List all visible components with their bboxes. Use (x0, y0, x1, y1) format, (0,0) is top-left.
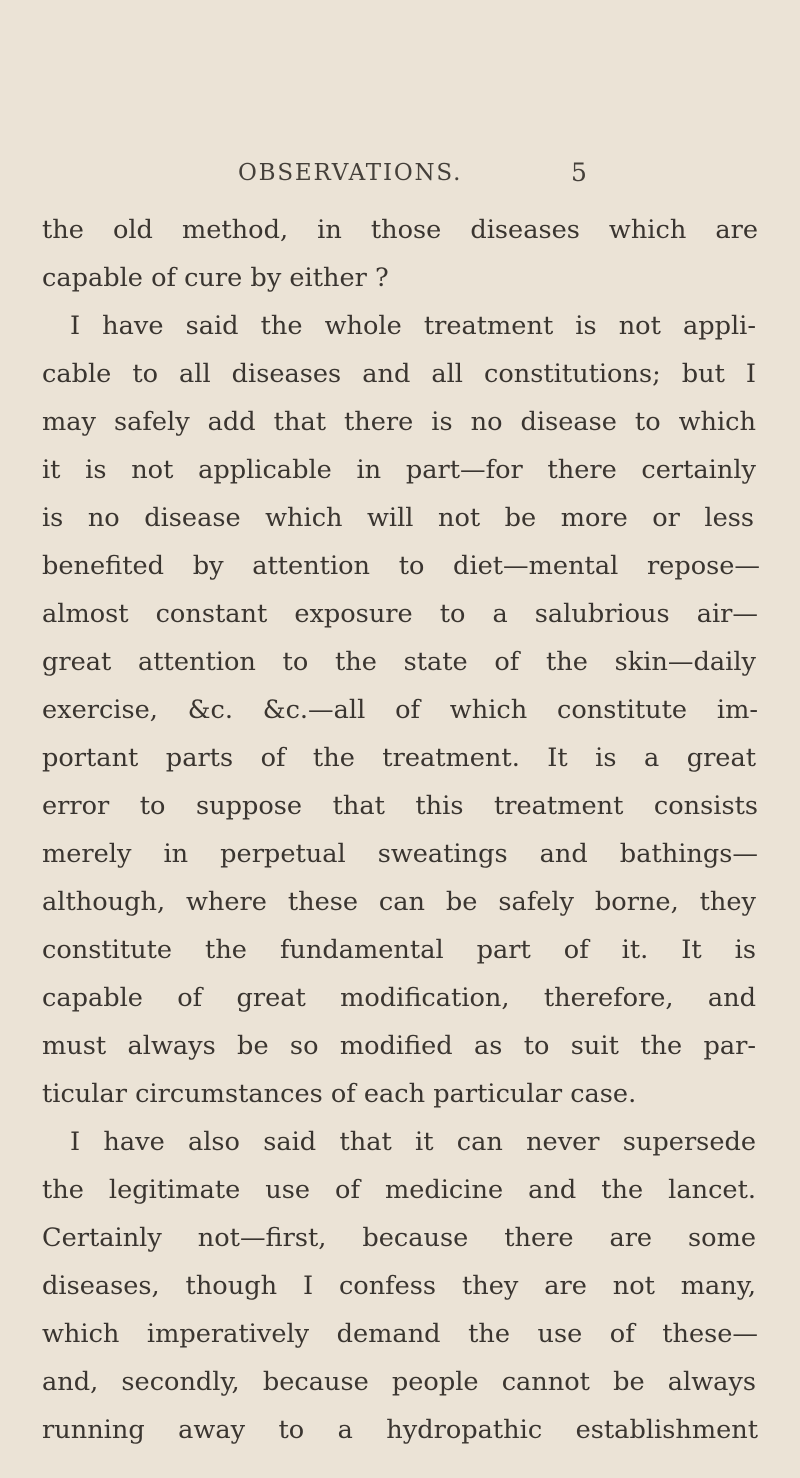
text-line: almost constant exposure to a salubrious air— (42, 599, 758, 629)
running-head: OBSERVATIONS. (238, 160, 463, 186)
text-line: capable of great modification, therefore, and (42, 983, 756, 1013)
text-line: Certainly not—first, because there are some (42, 1223, 756, 1253)
text-line: great attention to the state of the skin—daily (42, 647, 756, 677)
text-line: is no disease which will not be more or less (42, 503, 754, 533)
text-line: which imperatively demand the use of these— (42, 1319, 758, 1349)
text-line: cable to all diseases and all constitutions; but I (42, 359, 756, 389)
text-line: it is not applicable in part—for there certainly (42, 455, 756, 485)
text-line: I have said the whole treatment is not appli- (70, 311, 756, 341)
text-line: running away to a hydropathic establishment (42, 1415, 758, 1445)
text-line: merely in perpetual sweatings and bathings— (42, 839, 758, 869)
text-line: ticular circumstances of each particular case. (42, 1079, 637, 1109)
text-line: constitute the fundamental part of it. It is (42, 935, 756, 965)
text-line: I have also said that it can never supersede (70, 1127, 756, 1157)
text-line: capable of cure by either ? (42, 263, 389, 293)
text-line: and, secondly, because people cannot be always (42, 1367, 756, 1397)
page-number: 5 (571, 158, 587, 187)
text-line: exercise, &c. &c.—all of which constitute im- (42, 695, 758, 725)
page-header (0, 160, 800, 200)
text-line: portant parts of the treatment. It is a great (42, 743, 756, 773)
text-line: must always be so modified as to suit the par- (42, 1031, 756, 1061)
text-line: benefited by attention to diet—mental repose— (42, 551, 760, 581)
text-line: diseases, though I confess they are not many, (42, 1271, 756, 1301)
text-line: may safely add that there is no disease to which (42, 407, 756, 437)
text-line: the old method, in those diseases which are (42, 215, 758, 245)
text-line: although, where these can be safely borne, they (42, 887, 756, 917)
text-line: error to suppose that this treatment consists (42, 791, 758, 821)
text-line: the legitimate use of medicine and the lancet. (42, 1175, 756, 1205)
